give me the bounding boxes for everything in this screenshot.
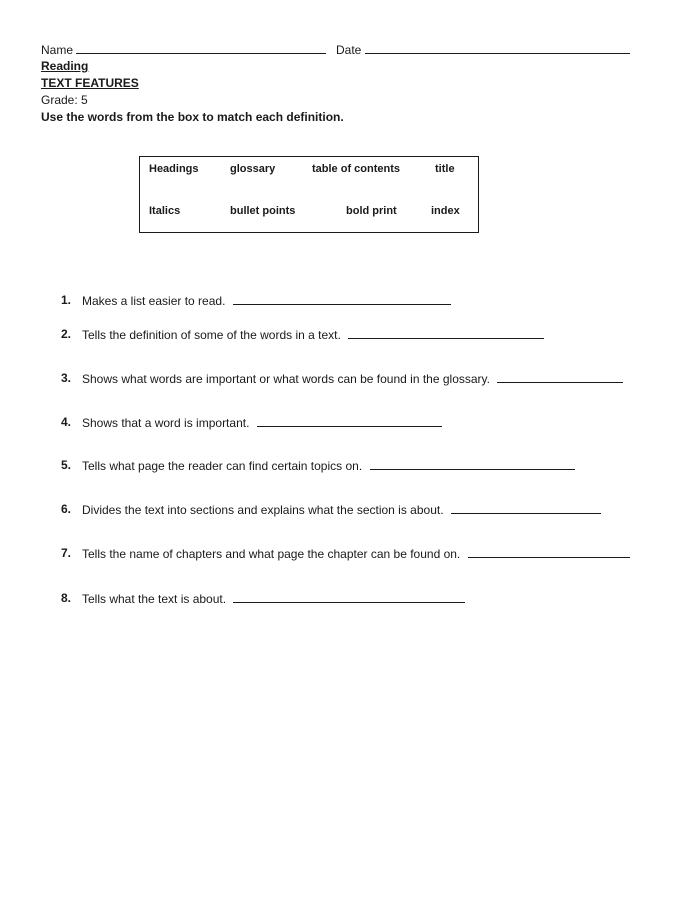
- question-number: 2.: [61, 327, 72, 341]
- word-bank-item: table of contents: [312, 163, 401, 175]
- answer-blank[interactable]: [233, 591, 465, 603]
- question-text: Divides the text into sections and explains what the section is about.: [82, 503, 444, 517]
- word-bank-box: [139, 156, 479, 233]
- question-number: 3.: [61, 371, 72, 385]
- question-number: 5.: [61, 458, 72, 472]
- question-item: [82, 502, 601, 517]
- question-item: [82, 327, 544, 342]
- name-field[interactable]: [76, 42, 326, 54]
- answer-blank[interactable]: [370, 458, 575, 470]
- question-item: [82, 293, 451, 308]
- subject-heading: Reading: [41, 59, 89, 73]
- word-bank-item: bold print: [346, 205, 397, 217]
- word-bank-item: glossary: [230, 163, 276, 175]
- question-text: Makes a list easier to read.: [82, 294, 226, 308]
- question-item: [82, 458, 575, 473]
- name-label: Name: [41, 43, 74, 57]
- instructions: Use the words from the box to match each definition.: [41, 110, 344, 124]
- question-number: 7.: [61, 546, 72, 560]
- word-bank-item: title: [435, 163, 455, 175]
- word-bank-item: Headings: [149, 163, 199, 175]
- answer-blank[interactable]: [348, 327, 544, 339]
- question-item: [82, 371, 623, 386]
- question-text: Tells the name of chapters and what page the chapter can be found on.: [82, 547, 461, 561]
- word-bank-item: Italics: [149, 205, 181, 217]
- question-text: Tells what page the reader can find certain topics on.: [82, 459, 363, 473]
- word-bank-item: index: [431, 205, 460, 217]
- answer-blank[interactable]: [497, 371, 623, 383]
- question-text: Tells the definition of some of the words in a text.: [82, 328, 341, 342]
- answer-blank[interactable]: [451, 502, 601, 514]
- question-item: [82, 546, 630, 561]
- answer-blank[interactable]: [233, 293, 451, 305]
- question-number: 4.: [61, 415, 72, 429]
- date-line: [336, 42, 630, 57]
- question-number: 1.: [61, 293, 72, 307]
- question-text: Shows that a word is important.: [82, 416, 250, 430]
- word-bank-item: bullet points: [230, 205, 296, 217]
- date-label: Date: [336, 43, 362, 57]
- name-line: [41, 42, 326, 57]
- grade-label: Grade: 5: [41, 93, 88, 107]
- question-text: Shows what words are important or what words can be found in the glossary.: [82, 372, 490, 386]
- question-item: [82, 591, 465, 606]
- question-text: Tells what the text is about.: [82, 592, 227, 606]
- question-item: [82, 415, 442, 430]
- answer-blank[interactable]: [468, 546, 630, 558]
- date-field[interactable]: [365, 42, 630, 54]
- question-number: 8.: [61, 591, 72, 605]
- question-number: 6.: [61, 502, 72, 516]
- topic-heading: TEXT FEATURES: [41, 76, 139, 90]
- answer-blank[interactable]: [257, 415, 442, 427]
